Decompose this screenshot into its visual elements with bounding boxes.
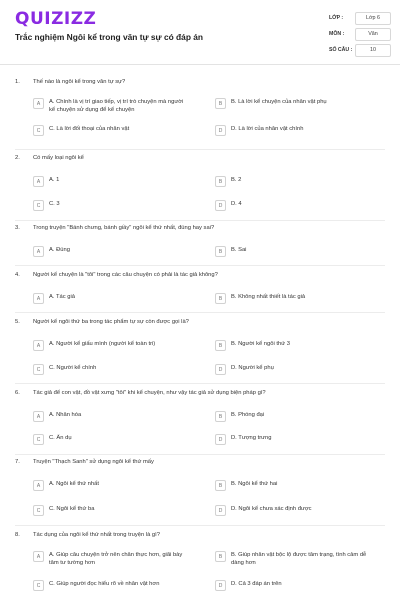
option-letter-box: A <box>33 98 44 109</box>
option-text: B. Ngôi kể thứ hai <box>231 481 278 487</box>
answer-option[interactable] <box>33 246 188 257</box>
question-divider <box>15 383 385 384</box>
answer-option[interactable] <box>33 200 188 211</box>
worksheet-header <box>0 0 400 65</box>
option-text: B. Không nhất thiết là tác giả <box>231 294 306 300</box>
answer-option[interactable] <box>33 340 188 351</box>
answer-option[interactable] <box>215 125 370 136</box>
question-text: Trong truyện "Bánh chưng, bánh giầy" ngôi kể thứ nhất, đúng hay sai? <box>33 225 215 231</box>
question-number: 6. <box>15 390 20 396</box>
option-text: B. Người kể ngôi thứ 3 <box>231 341 290 347</box>
option-letter-box: B <box>215 480 226 491</box>
option-letter-box: D <box>215 580 226 591</box>
option-letter-box: C <box>33 505 44 516</box>
answer-option[interactable] <box>215 98 370 109</box>
answer-option[interactable] <box>33 364 188 375</box>
option-text: B. Giúp nhân vật bộc lộ được tâm trạng, tình cảm dễ dàng hơn <box>231 552 367 566</box>
question-divider <box>15 525 385 526</box>
option-text: A. 1 <box>49 177 60 183</box>
question-divider <box>15 454 385 455</box>
option-letter-box: B <box>215 411 226 422</box>
question-text: Tác dụng của ngôi kể thứ nhất trong truyện là gì? <box>33 532 160 538</box>
answer-option[interactable] <box>33 551 188 567</box>
option-text: B. Phóng đại <box>231 412 265 418</box>
question-number: 2. <box>15 155 20 161</box>
question-number: 8. <box>15 532 20 538</box>
question-divider <box>15 265 385 266</box>
option-letter-box: D <box>215 364 226 375</box>
meta-value: Lớp 6 <box>355 12 391 25</box>
question-text: Người kể chuyện là "tôi" trong các câu chuyện có phải là tác giả không? <box>33 272 218 278</box>
option-letter-box: C <box>33 580 44 591</box>
worksheet-title: Trắc nghiệm Ngôi kể trong văn tự sự có đáp án <box>15 32 204 42</box>
option-letter-box: A <box>33 246 44 257</box>
answer-option[interactable] <box>215 580 370 591</box>
question-number: 3. <box>15 225 20 231</box>
quizizz-logo: QUIZIZZ <box>15 9 97 29</box>
answer-option[interactable] <box>33 434 188 445</box>
option-letter-box: B <box>215 246 226 257</box>
answer-option[interactable] <box>33 505 188 516</box>
question-number: 5. <box>15 319 20 325</box>
option-letter-box: D <box>215 505 226 516</box>
option-text: D. 4 <box>231 201 242 207</box>
option-text: D. Là lời của nhân vật chính <box>231 126 304 132</box>
option-letter-box: A <box>33 293 44 304</box>
option-text: C. Ngôi kể thứ ba <box>49 506 95 512</box>
question-number: 4. <box>15 272 20 278</box>
option-text: D. Cả 3 đáp án trên <box>231 581 282 587</box>
answer-option[interactable] <box>33 580 188 591</box>
option-letter-box: B <box>215 551 226 562</box>
option-text: C. 3 <box>49 201 60 207</box>
option-letter-box: A <box>33 411 44 422</box>
option-text: D. Ngôi kể chưa xác định được <box>231 506 312 512</box>
option-text: C. Giúp người đọc hiểu rõ về nhân vật hơn <box>49 581 160 587</box>
option-letter-box: C <box>33 125 44 136</box>
option-text: A. Người kể giấu mình (người kể toàn tri) <box>49 341 156 347</box>
option-text: B. Là lời kể chuyện của nhân vật phụ <box>231 99 327 105</box>
option-letter-box: B <box>215 293 226 304</box>
option-text: D. Tượng trưng <box>231 435 272 441</box>
answer-option[interactable] <box>33 480 188 491</box>
answer-option[interactable] <box>215 505 370 516</box>
answer-option[interactable] <box>215 551 370 567</box>
option-letter-box: D <box>215 125 226 136</box>
answer-option[interactable] <box>215 411 370 422</box>
meta-label: LỚP : <box>329 15 344 21</box>
option-text: C. Là lời đối thoại của nhân vật <box>49 126 130 132</box>
option-letter-box: D <box>215 200 226 211</box>
option-letter-box: A <box>33 176 44 187</box>
answer-option[interactable] <box>33 293 188 304</box>
answer-option[interactable] <box>33 98 188 114</box>
question-number: 1. <box>15 79 20 85</box>
option-text: C. Ẩn dụ <box>49 435 72 441</box>
question-text: Người kể ngôi thứ ba trong tác phẩm tự sự còn được gọi là? <box>33 319 189 325</box>
option-text: A. Giúp câu chuyện trở nên chân thực hơn, giãi bày tâm tư tường hơn <box>49 552 183 566</box>
option-text: A. Nhân hóa <box>49 412 82 418</box>
meta-value: Văn <box>355 28 391 41</box>
option-letter-box: D <box>215 434 226 445</box>
answer-option[interactable] <box>33 411 188 422</box>
option-letter-box: C <box>33 364 44 375</box>
option-text: A. Đúng <box>49 247 70 253</box>
answer-option[interactable] <box>215 340 370 351</box>
option-letter-box: C <box>33 434 44 445</box>
question-divider <box>15 312 385 313</box>
meta-row-subject <box>329 26 391 42</box>
question-divider <box>15 149 385 150</box>
answer-option[interactable] <box>215 293 370 304</box>
option-text: B. Sai <box>231 247 247 253</box>
option-letter-box: B <box>215 340 226 351</box>
answer-option[interactable] <box>33 176 188 187</box>
answer-option[interactable] <box>215 364 370 375</box>
option-letter-box: C <box>33 200 44 211</box>
question-number: 7. <box>15 459 20 465</box>
option-letter-box: B <box>215 98 226 109</box>
answer-option[interactable] <box>215 246 370 257</box>
option-text: C. Người kể chính <box>49 365 97 371</box>
answer-option[interactable] <box>33 125 188 136</box>
answer-option[interactable] <box>215 434 370 445</box>
meta-label: MÔN : <box>329 31 345 37</box>
option-text: A. Chính là vị trí giao tiếp, vị trí trò chuyện mà người kể chuyện sử dụng để kể chuyện <box>49 99 184 113</box>
option-text: B. 2 <box>231 177 242 183</box>
question-text: Tác giả để con vật, đồ vật xưng "tôi" khi kể chuyện, như vậy tác giả sử dụng biện pháp gì? <box>33 390 266 396</box>
option-letter-box: A <box>33 480 44 491</box>
answer-option[interactable] <box>215 480 370 491</box>
answer-option[interactable] <box>215 176 370 187</box>
option-letter-box: A <box>33 551 44 562</box>
answer-option[interactable] <box>215 200 370 211</box>
option-text: D. Người kể phụ <box>231 365 274 371</box>
question-divider <box>15 220 385 221</box>
option-letter-box: B <box>215 176 226 187</box>
option-letter-box: A <box>33 340 44 351</box>
meta-row-count <box>329 42 391 58</box>
question-text: Truyện "Thạch Sanh" sử dụng ngôi kể thứ mấy <box>33 459 154 465</box>
question-text: Thế nào là ngôi kể trong văn tự sự? <box>33 79 126 85</box>
question-text: Có mấy loại ngôi kể <box>33 155 84 161</box>
meta-label: SỐ CÂU : <box>329 47 353 53</box>
worksheet-meta <box>329 10 391 58</box>
option-text: A. Tác giả <box>49 294 75 300</box>
meta-row-grade <box>329 10 391 26</box>
meta-value: 10 <box>355 44 391 57</box>
option-text: A. Ngôi kể thứ nhất <box>49 481 99 487</box>
